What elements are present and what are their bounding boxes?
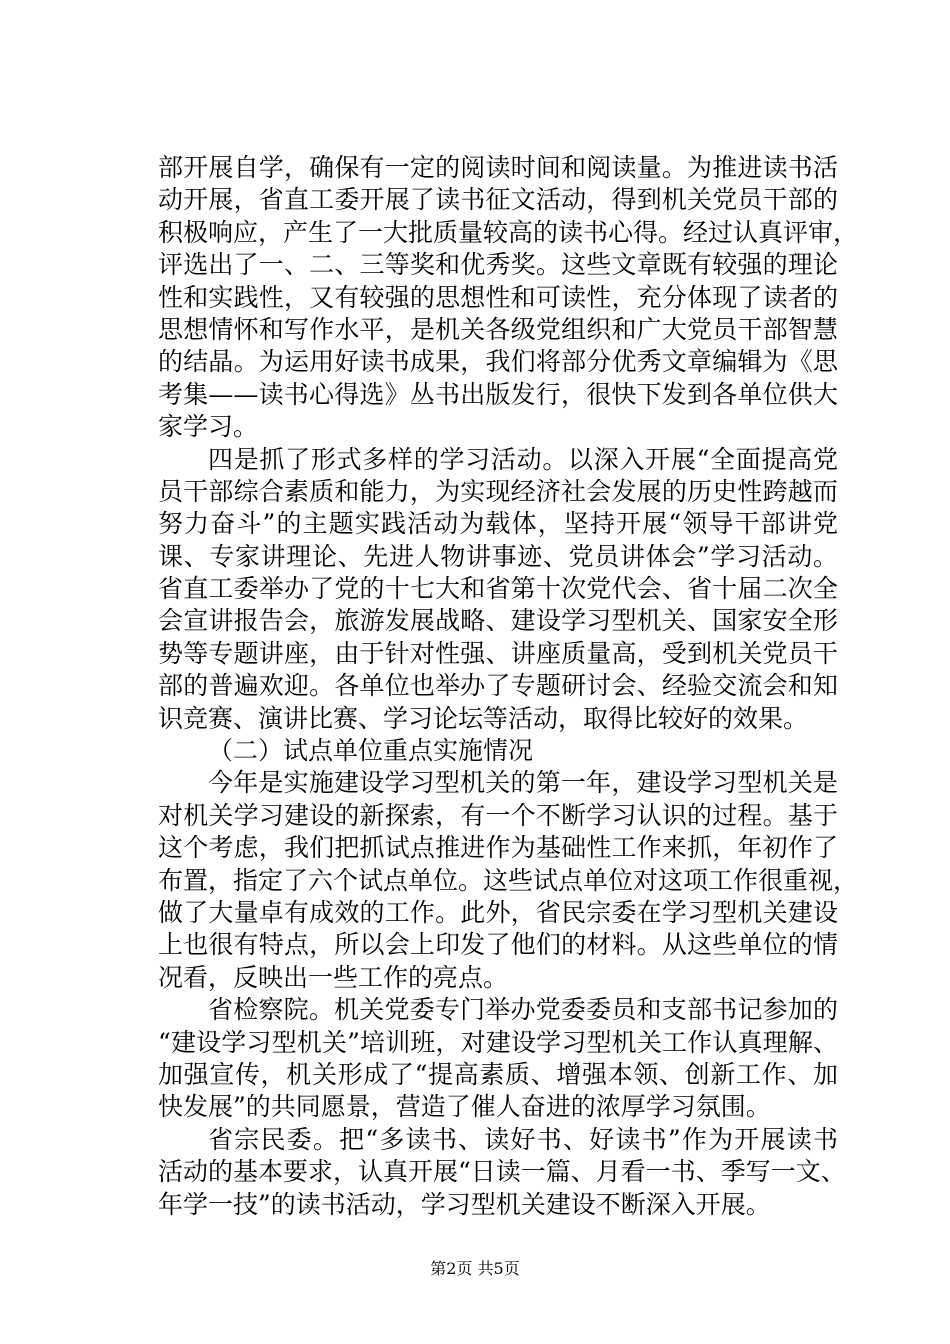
text-line: 上也很有特点，所以会上印发了他们的材料。从这些单位的情: [158, 930, 838, 960]
paragraph-start-line: 今年是实施建设学习型机关的第一年，建设学习型机关是: [208, 768, 838, 798]
page-number-footer: 第2页 共5页: [430, 1259, 520, 1278]
paragraph-start-line: 四是抓了形式多样的学习活动。以深入开展“全面提高党: [208, 444, 838, 474]
text-line: 年学一技”的读书活动，学习型机关建设不断深入开展。: [158, 1189, 771, 1219]
text-line: 部开展自学，确保有一定的阅读时间和阅读量。为推进读书活: [158, 153, 838, 182]
text-line: 部的普遍欢迎。各单位也举办了专题研讨会、经验交流会和知: [158, 671, 838, 701]
text-line: 势等专题讲座，由于针对性强、讲座质量高，受到机关党员干: [158, 638, 838, 668]
text-line: 识竞赛、演讲比赛、学习论坛等活动，取得比较好的效果。: [158, 703, 809, 733]
text-line: 布置，指定了六个试点单位。这些试点单位对这项工作很重视，: [158, 865, 859, 895]
text-line: 家学习。: [158, 412, 259, 442]
text-line: 评选出了一、二、三等奖和优秀奖。这些文章既有较强的理论: [158, 250, 838, 280]
text-line: 这个考虑，我们把抓试点推进作为基础性工作来抓，年初作了: [158, 833, 838, 863]
text-line: 会宣讲报告会，旅游发展战略、建设学习型机关、国家安全形: [158, 606, 838, 636]
text-line: 课、专家讲理论、先进人物讲事迹、党员讲体会”学习活动。: [158, 541, 838, 571]
text-line: 的结晶。为运用好读书成果，我们将部分优秀文章编辑为《思: [158, 347, 838, 377]
text-line: 努力奋斗”的主题实践活动为载体，坚持开展“领导干部讲党: [158, 509, 838, 539]
paragraph-start-line: 省宗民委。把“多读书、读好书、好读书”作为开展读书: [208, 1124, 838, 1154]
text-line: 加强宣传，机关形成了“提高素质、增强本领、创新工作、加: [158, 1059, 838, 1089]
text-line: 动开展，省直工委开展了读书征文活动，得到机关党员干部的: [158, 185, 838, 215]
text-line: “建设学习型机关”培训班，对建设学习型机关工作认真理解、: [158, 1027, 838, 1057]
text-line: 员干部综合素质和能力，为实现经济社会发展的历史性跨越而: [158, 476, 838, 506]
text-line: 做了大量卓有成效的工作。此外，省民宗委在学习型机关建设: [158, 897, 838, 927]
text-line: 快发展”的共同愿景，营造了催人奋进的浓厚学习氛围。: [158, 1092, 771, 1122]
document-body: [158, 152, 859, 1221]
text-line: 思想情怀和写作水平，是机关各级党组织和广大党员干部智慧: [158, 314, 838, 344]
text-line: 性和实践性，又有较强的思想性和可读性，充分体现了读者的: [158, 282, 838, 312]
text-line: 省直工委举办了党的十七大和省第十次党代会、省十届二次全: [158, 574, 838, 604]
text-line: 考集——读书心得选》丛书出版发行，很快下发到各单位供大: [158, 379, 838, 409]
paragraph-start-line: 省检察院。机关党委专门举办党委委员和支部书记参加的: [208, 995, 838, 1025]
section-heading: （二）试点单位重点实施情况: [208, 736, 534, 766]
text-line: 况看，反映出一些工作的亮点。: [158, 962, 509, 992]
text-line: 对机关学习建设的新探索，有一个不断学习认识的过程。基于: [158, 800, 838, 830]
text-line: 活动的基本要求，认真开展“日读一篇、月看一书、季写一文、: [158, 1157, 846, 1187]
text-line: 积极响应，产生了一大批质量较高的读书心得。经过认真评审，: [158, 217, 859, 247]
